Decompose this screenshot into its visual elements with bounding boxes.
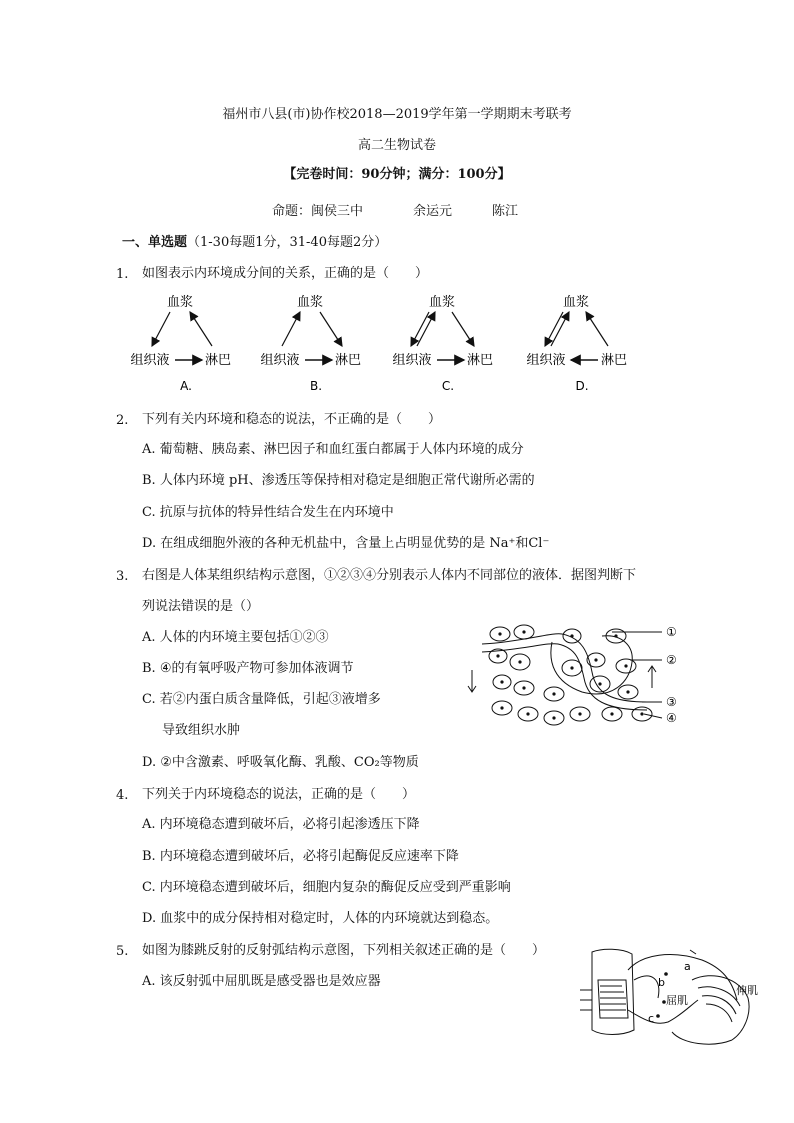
q5-option-a: A. 该反射弧中屈肌既是感受器也是效应器 (142, 974, 381, 989)
q3-option-a: A. 人体的内环境主要包括①②③ (142, 630, 329, 645)
q5-reflex-arc-figure (572, 940, 772, 1052)
label-tissue: 组织液 (392, 353, 432, 368)
label-flexor: 屈肌 (666, 994, 688, 1007)
author-name-1: 余运元 (413, 204, 453, 219)
diagram-d (526, 294, 627, 393)
option-d-label: D. (575, 379, 589, 393)
q3-option-d: D. ②中含激素、呼吸氧化酶、乳酸、CO₂等物质 (142, 755, 419, 770)
diagram-b (260, 294, 361, 393)
q2-option-c: C. 抗原与抗体的特异性结合发生在内环境中 (142, 505, 394, 520)
exam-info: 【完卷时间：90分钟；满分：100分】 (283, 167, 511, 182)
q5-number: 5. (116, 944, 129, 959)
q1-figure (130, 286, 660, 398)
q2-option-d: D. 在组成细胞外液的各种无机盐中，含量上占明显优势的是 Na⁺和Cl⁻ (142, 536, 550, 551)
label-1: ① (666, 625, 677, 639)
q2-stem: 下列有关内环境和稳态的说法，不正确的是（ ） (142, 412, 442, 427)
section-note: （1-30每题1分，31-40每题2分） (187, 235, 388, 250)
author-name-2: 陈江 (492, 204, 519, 219)
exam-subtitle: 高二生物试卷 (357, 138, 436, 153)
diagram-a (130, 294, 231, 393)
label-4: ④ (666, 711, 677, 725)
diagram-c (392, 294, 493, 393)
q1-stem: 如图表示内环境成分间的关系，正确的是（ ） (142, 266, 429, 281)
q1-number: 1. (116, 267, 129, 282)
option-c-label: C. (441, 379, 455, 393)
label-plasma: 血浆 (166, 295, 194, 310)
label-c: c (648, 1012, 655, 1025)
label-tissue: 组织液 (130, 353, 170, 368)
section-heading (122, 234, 387, 252)
q4-option-c: C. 内环境稳态遭到破坏后，细胞内复杂的酶促反应受到严重影响 (142, 880, 511, 895)
q2-number: 2. (116, 413, 129, 428)
label-a: a (684, 960, 691, 973)
label-lymph: 淋巴 (466, 353, 494, 368)
q2-option-a: A. 葡萄糖、胰岛素、淋巴因子和血红蛋白都属于人体内环境的成分 (142, 442, 524, 457)
label-b: b (658, 976, 665, 989)
q3-number: 3. (116, 569, 129, 584)
q3-tissue-figure (462, 622, 692, 732)
q3-stem: 右图是人体某组织结构示意图，①②③④分别表示人体内不同部位的液体．据图判断下 (142, 568, 637, 583)
section-title: 一、单选题 (122, 235, 188, 250)
label-lymph: 淋巴 (600, 353, 628, 368)
q4-number: 4. (116, 788, 129, 803)
label-tissue: 组织液 (260, 353, 300, 368)
label-lymph: 淋巴 (334, 353, 362, 368)
q4-option-b: B. 内环境稳态遭到破坏后，必将引起酶促反应速率下降 (142, 849, 459, 864)
q5-stem: 如图为膝跳反射的反射弧结构示意图，下列相关叙述正确的是（ ） (142, 943, 546, 958)
q3-option-c: C. 若②内蛋白质含量降低，引起③液增多 (142, 692, 381, 707)
label-extensor: 伸肌 (736, 984, 758, 997)
option-a-label: A. (180, 379, 192, 393)
label-tissue: 组织液 (526, 353, 566, 368)
exam-title: 福州市八县(市)协作校2018—2019学年第一学期期末考联考 (222, 107, 572, 122)
q4-option-d: D. 血浆中的成分保持相对稳定时，人体的内环境就达到稳态。 (142, 911, 499, 926)
q3-option-b: B. ④的有氧呼吸产物可参加体液调节 (142, 661, 354, 676)
label-plasma: 血浆 (562, 295, 590, 310)
label-2: ② (666, 653, 677, 667)
option-b-label: B. (309, 379, 323, 393)
q3-stem-continued: 列说法错误的是（） (142, 599, 260, 614)
label-plasma: 血浆 (296, 295, 324, 310)
q4-stem: 下列关于内环境稳态的说法，正确的是（ ） (142, 787, 416, 802)
label-3: ③ (666, 695, 677, 709)
q4-option-a: A. 内环境稳态遭到破坏后，必将引起渗透压下降 (142, 817, 420, 832)
author-school: 命题：闽侯三中 (272, 204, 364, 219)
q2-option-b: B. 人体内环境 pH、渗透压等保持相对稳定是细胞正常代谢所必需的 (142, 473, 535, 488)
label-lymph: 淋巴 (204, 353, 232, 368)
label-plasma: 血浆 (428, 295, 456, 310)
q3-option-c-continued: 导致组织水肿 (162, 723, 241, 738)
